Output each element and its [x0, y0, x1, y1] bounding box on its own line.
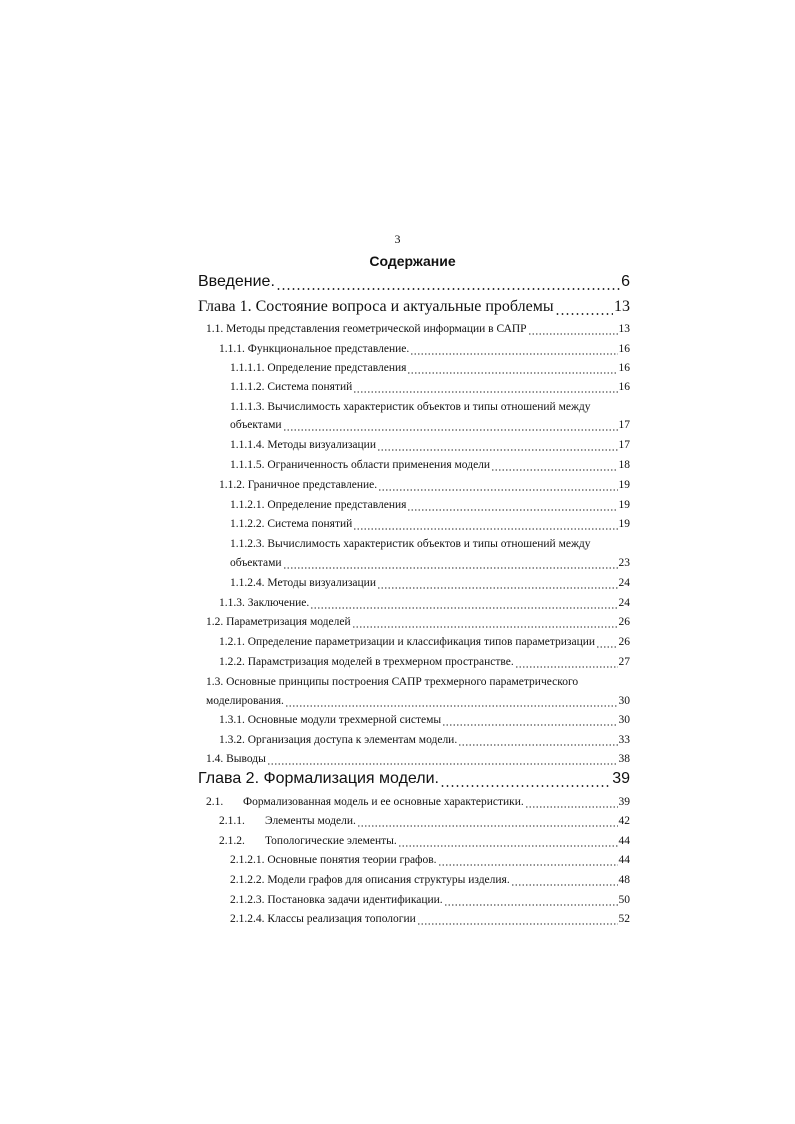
toc-entry-page: 44	[618, 835, 630, 847]
toc-entry-page: 16	[618, 343, 630, 355]
dot-leader	[555, 313, 613, 315]
toc-entry-number: 2.1.	[206, 796, 224, 808]
toc-entry[interactable]	[230, 439, 630, 455]
toc-entry-page: 39	[612, 770, 630, 787]
dot-leader	[458, 744, 617, 746]
toc-entry-title: 2.1.2.2. Модели графов для описания структуры изделия.	[230, 874, 510, 886]
dot-leader	[442, 724, 617, 726]
dot-leader	[440, 785, 611, 787]
dot-leader	[353, 391, 617, 393]
toc-entry-page: 13	[614, 298, 630, 315]
toc-entry-title: Элементы модели.	[265, 815, 356, 827]
toc-entry-page: 27	[618, 656, 630, 668]
toc-entry-page: 13	[618, 323, 630, 335]
toc-entry-page: 16	[618, 381, 630, 393]
toc-entry-title: Введение.	[198, 273, 275, 290]
toc-entry-page: 30	[618, 695, 630, 707]
dot-leader	[491, 469, 617, 471]
toc-entry[interactable]	[230, 459, 630, 475]
toc-entry[interactable]	[230, 894, 630, 910]
dot-leader	[267, 763, 618, 765]
toc-entry-continuation: моделирования.	[206, 695, 284, 707]
toc-entry[interactable]	[219, 714, 630, 730]
toc-entry-page: 16	[618, 362, 630, 374]
toc-entry[interactable]	[230, 577, 630, 593]
dot-leader	[511, 884, 618, 886]
toc-entry-title: 1.1.3. Заключение.	[219, 597, 310, 609]
toc-entry-title: 1.2.2. Парамстризация моделей в трехмерном пространстве.	[219, 656, 514, 668]
toc-entry-page: 23	[618, 557, 630, 569]
page-number: 3	[394, 232, 401, 246]
toc-entry[interactable]	[219, 656, 630, 672]
toc-entry-page: 19	[618, 499, 630, 511]
toc-entry[interactable]	[198, 770, 630, 792]
toc-entry-page: 24	[618, 597, 630, 609]
toc-entry-page: 19	[618, 479, 630, 491]
dot-leader	[283, 429, 618, 431]
toc-entry[interactable]	[230, 499, 630, 515]
dot-leader	[377, 449, 618, 451]
toc-entry-title: 1.3.1. Основные модули трехмерной системы	[219, 714, 442, 726]
toc-entry[interactable]	[219, 636, 630, 652]
dot-leader	[352, 626, 618, 628]
toc-entry[interactable]	[230, 557, 630, 573]
toc-entry-title: 1.1.1.1. Определение представления	[230, 362, 407, 374]
toc-entry-title: 2.1.2.1. Основные понятия теории графов.	[230, 854, 437, 866]
toc-entry-title: 1.2. Параметризация моделей	[206, 616, 351, 628]
toc-entry-title: Глава 2. Формализация модели.	[198, 770, 439, 787]
dot-leader	[276, 288, 620, 290]
toc-entry[interactable]	[230, 913, 630, 929]
toc-entry-title: 1.4. Выводы	[206, 753, 266, 765]
dot-leader	[444, 904, 618, 906]
toc-entry-page: 50	[618, 894, 630, 906]
toc-entry-title: Топологические элементы.	[265, 835, 397, 847]
toc-entry[interactable]	[219, 815, 630, 831]
toc-entry-continuation: объектами	[230, 557, 282, 569]
dot-leader	[407, 509, 617, 511]
toc-entry-title[interactable]: 1.1.1.3. Вычислимость характеристик объектов и типы отношений между	[230, 401, 591, 413]
dot-leader	[378, 489, 617, 491]
dot-leader	[417, 923, 618, 925]
toc-entry-page: 6	[621, 273, 630, 290]
toc-entry-page: 17	[618, 419, 630, 431]
toc-entry-number: 2.1.1.	[219, 815, 245, 827]
dot-leader	[596, 646, 617, 648]
toc-entry-title[interactable]: 1.3. Основные принципы построения САПР трехмерного параметрического	[206, 676, 579, 688]
toc-entry[interactable]	[206, 616, 630, 632]
toc-entry-page: 42	[618, 815, 630, 827]
toc-entry-title: 2.1.2.3. Постановка задачи идентификации.	[230, 894, 443, 906]
toc-entry-page: 39	[618, 796, 630, 808]
dot-leader	[310, 607, 617, 609]
toc-entry-title: 1.1.1.5. Ограниченность области применения модели	[230, 459, 491, 471]
toc-entry[interactable]	[230, 362, 630, 378]
toc-entry[interactable]	[219, 734, 630, 750]
toc-entry-page: 52	[618, 913, 630, 925]
dot-leader	[528, 333, 618, 335]
toc-entry-page: 38	[618, 753, 630, 765]
dot-leader	[283, 567, 618, 569]
toc-entry-title[interactable]: 1.1.2.3. Вычислимость характеристик объектов и типы отношений между	[230, 538, 591, 550]
page-title: Содержание	[369, 253, 456, 269]
toc-entry-number: 2.1.2.	[219, 835, 245, 847]
toc-entry[interactable]	[206, 796, 630, 812]
dot-leader	[377, 587, 618, 589]
toc-entry[interactable]	[230, 854, 630, 870]
toc-entry[interactable]	[198, 298, 630, 320]
toc-entry-title: 1.3.2. Организация доступа к элементам модели.	[219, 734, 458, 746]
toc-entry-page: 18	[618, 459, 630, 471]
toc-entry-title: 1.1.2.1. Определение представления	[230, 499, 407, 511]
toc-entry-page: 26	[618, 636, 630, 648]
toc-entry-title: 1.1.1.4. Методы визуализации	[230, 439, 376, 451]
dot-leader	[357, 825, 618, 827]
toc-entry[interactable]	[206, 323, 630, 339]
dot-leader	[407, 372, 617, 374]
toc-entry[interactable]	[219, 343, 630, 359]
toc-entry[interactable]	[219, 597, 630, 613]
dot-leader	[525, 806, 618, 808]
toc-entry[interactable]	[206, 695, 630, 711]
toc-entry-title: 2.1.2.4. Классы реализация топологии	[230, 913, 416, 925]
toc-entry-page: 44	[618, 854, 630, 866]
toc-entry[interactable]	[198, 273, 630, 295]
toc-entry-title: 1.1.1. Функциональное представление.	[219, 343, 410, 355]
dot-leader	[515, 666, 618, 668]
toc-entry-title: 1.2.1. Определение параметризации и классификация типов параметризации	[219, 636, 596, 648]
toc-entry-continuation: объектами	[230, 419, 282, 431]
toc-entry[interactable]	[230, 874, 630, 890]
dot-leader	[285, 705, 618, 707]
toc-entry[interactable]	[219, 835, 630, 851]
toc-entry[interactable]	[230, 518, 630, 534]
toc-entry[interactable]	[230, 419, 630, 435]
toc-entry-title: 1.1.2.2. Система понятий	[230, 518, 353, 530]
toc-entry-title: 1.1.2.4. Методы визуализации	[230, 577, 376, 589]
toc-entry-title: Формализованная модель и ее основные характеристики.	[243, 796, 524, 808]
toc-entry-page: 48	[618, 874, 630, 886]
toc-entry-page: 30	[618, 714, 630, 726]
toc-entry-title: Глава 1. Состояние вопроса и актуальные проблемы	[198, 298, 554, 315]
toc-entry[interactable]	[206, 753, 630, 769]
toc-entry-title: 1.1. Методы представления геометрической информации в САПР	[206, 323, 527, 335]
toc-entry-title: 1.1.1.2. Система понятий	[230, 381, 353, 393]
toc-entry-title: 1.1.2. Граничное представление.	[219, 479, 378, 491]
dot-leader	[353, 528, 617, 530]
toc-entry[interactable]	[219, 479, 630, 495]
toc-entry-page: 17	[618, 439, 630, 451]
toc-entry-page: 19	[618, 518, 630, 530]
dot-leader	[410, 353, 617, 355]
toc-entry-page: 24	[618, 577, 630, 589]
dot-leader	[398, 845, 618, 847]
dot-leader	[438, 864, 618, 866]
toc-entry-page: 26	[618, 616, 630, 628]
toc-entry-page: 33	[618, 734, 630, 746]
toc-entry[interactable]	[230, 381, 630, 397]
